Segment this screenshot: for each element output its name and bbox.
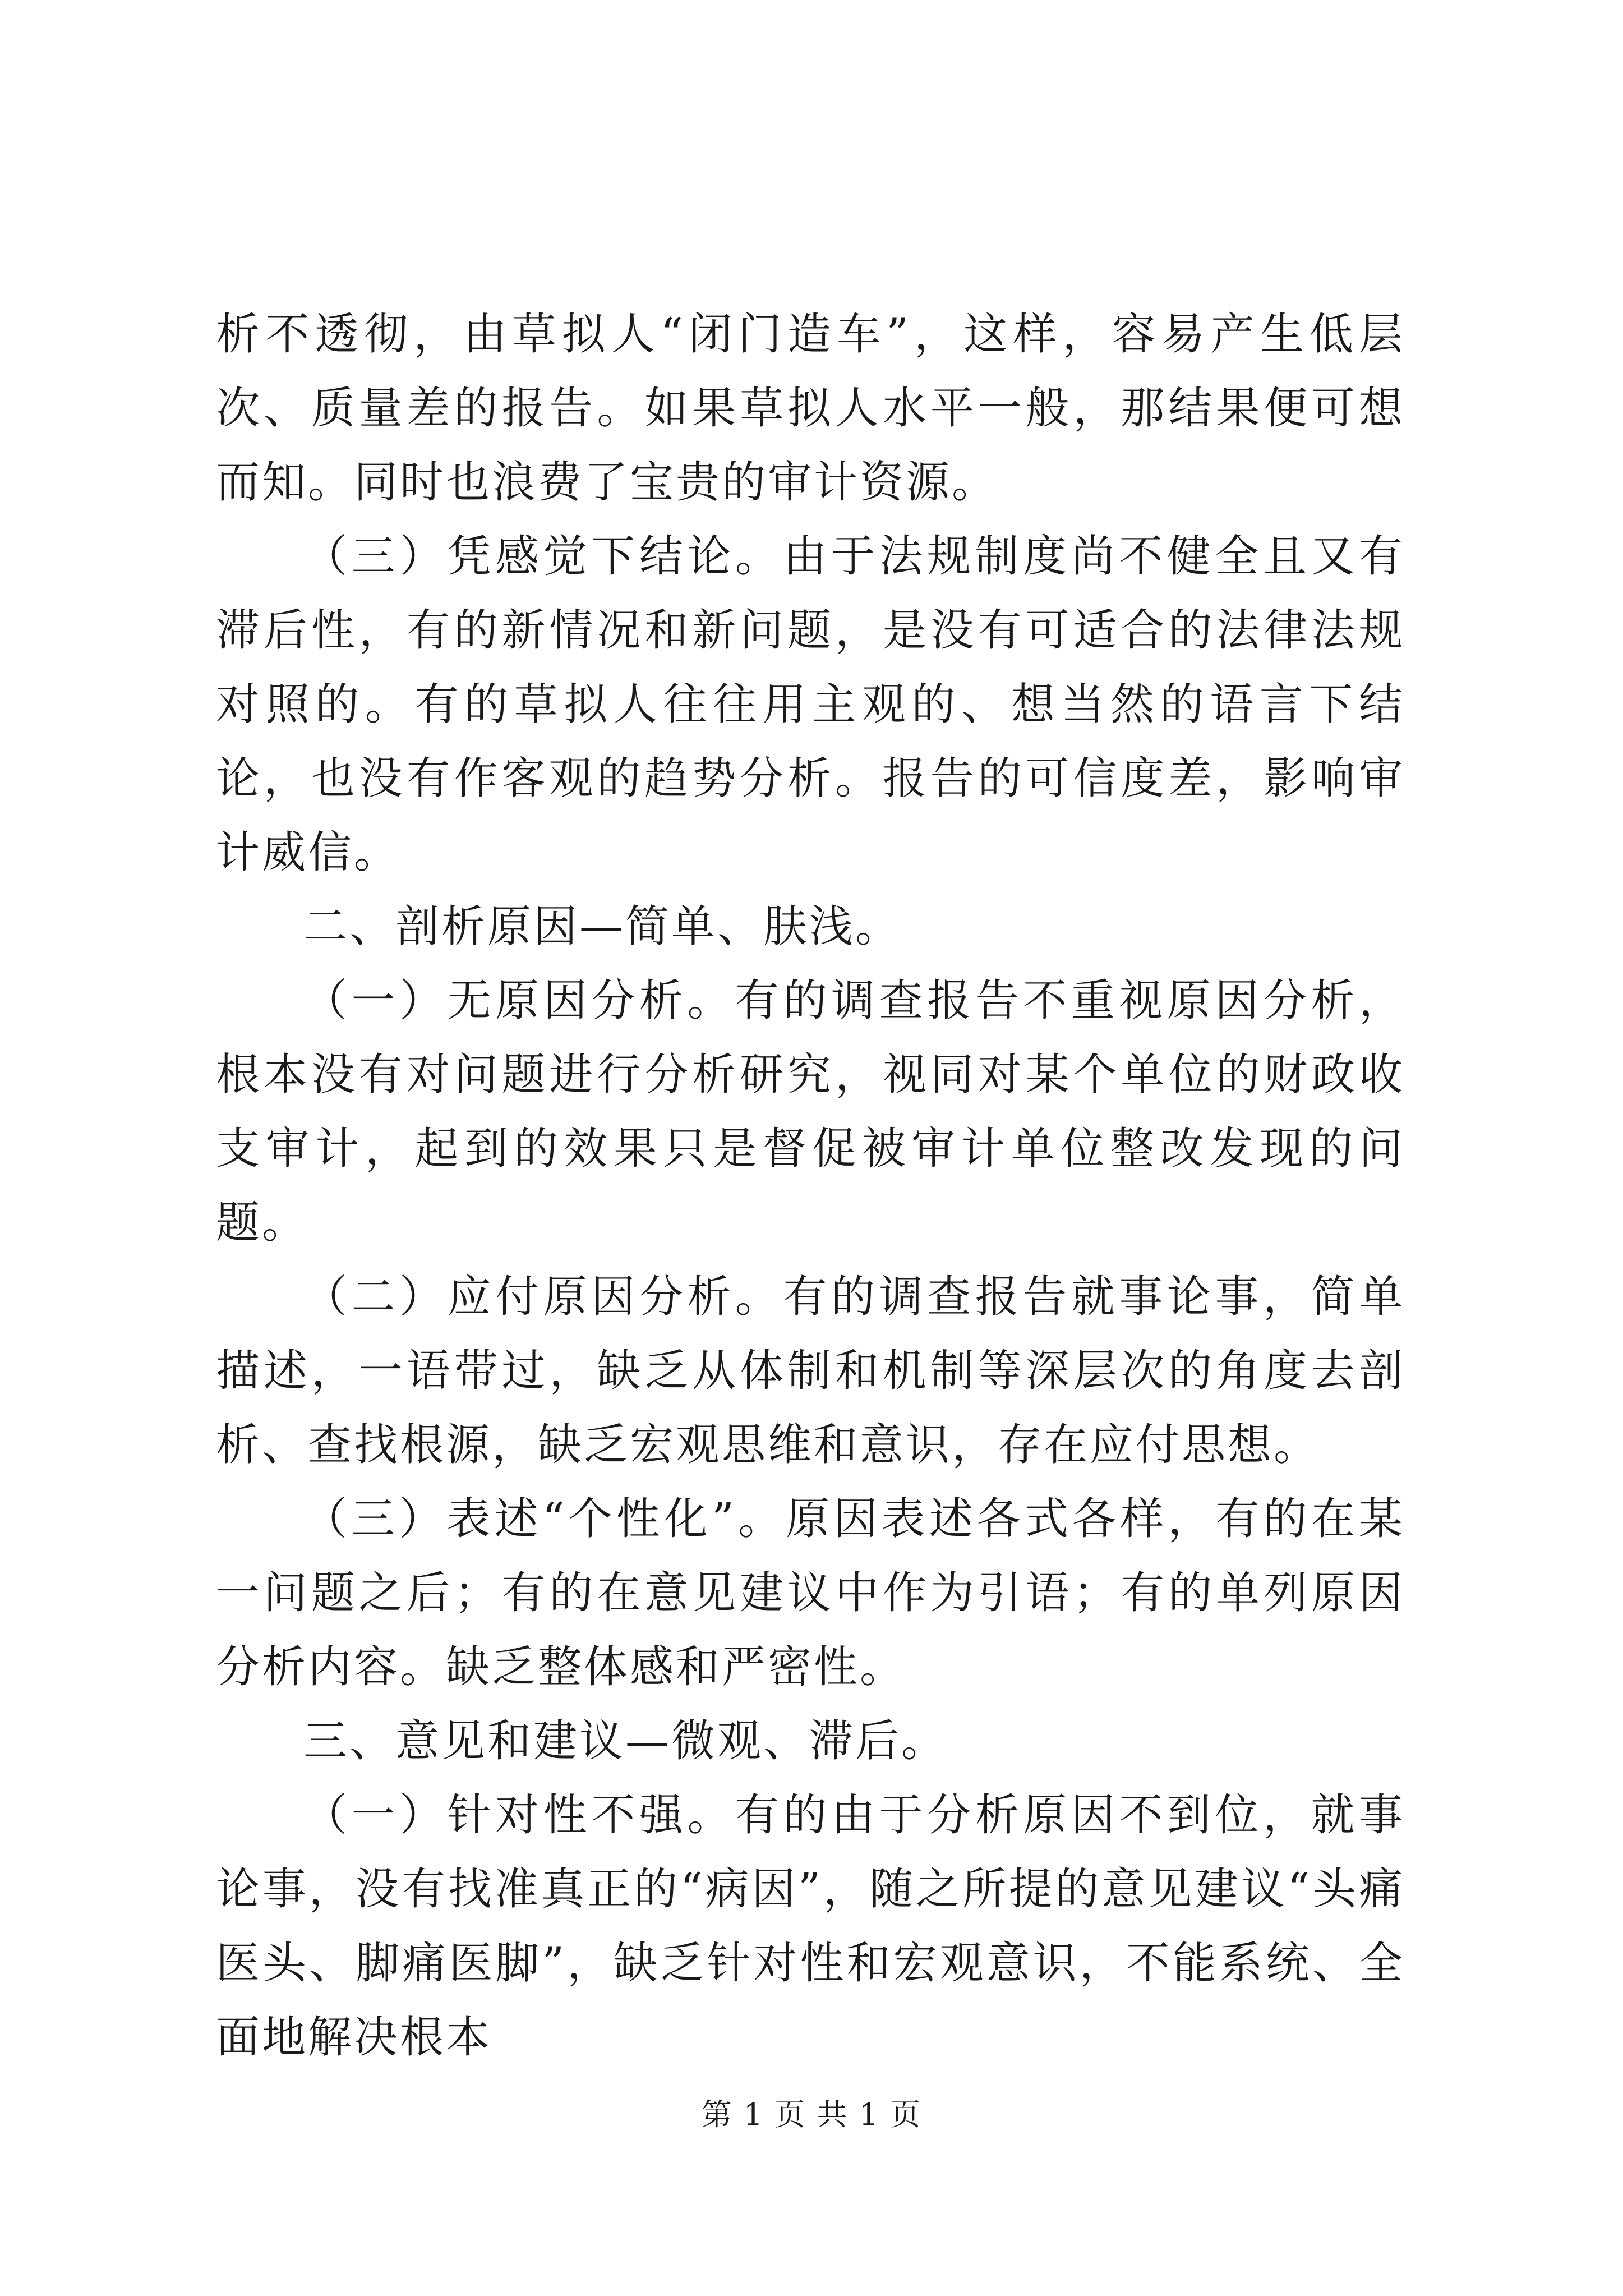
paragraph-subsection-1-targeting: （一）针对性不强。有的由于分析原因不到位，就事论事，没有找准真正的“病因”，随之所提的意见建议“头痛医头、脚痛医脚”，缺乏针对性和宏观意识，不能系统、全面地解决根本	[216, 1790, 1405, 2063]
section-heading-3: 三、意见和建议—微观、滞后。	[303, 1716, 948, 1766]
paragraph-subsection-3-personalized: （三）表述“个性化”。原因表述各式各样，有的在某一问题之后；有的在意见建议中作为引语；有的单列原因分析内容。缺乏整体感和严密性。	[216, 1494, 1405, 1692]
paragraph-subsection-2-perfunctory: （二）应付原因分析。有的调查报告就事论事，简单描述，一语带过，缺乏从体制和机制等深层次的角度去剖析、查找根源，缺乏宏观思维和意识，存在应付思想。	[216, 1272, 1405, 1470]
paragraph-subsection-3-feeling: （三）凭感觉下结论。由于法规制度尚不健全且又有滞后性，有的新情况和新问题，是没有可适合的法律法规对照的。有的草拟人往往用主观的、想当然的语言下结论，也没有作客观的趋势分析。报告的可信度差，影响审计威信。	[216, 531, 1405, 878]
paragraph-continuation: 析不透彻，由草拟人“闭门造车”，这样，容易产生低层次、质量差的报告。如果草拟人水平一般，那结果便可想而知。同时也浪费了宝贵的审计资源。	[216, 309, 1405, 508]
paragraph-subsection-1-no-analysis: （一）无原因分析。有的调查报告不重视原因分析，根本没有对问题进行分析研究，视同对某个单位的财政收支审计，起到的效果只是督促被审计单位整改发现的问题。	[216, 976, 1405, 1248]
document-body	[216, 297, 1405, 2074]
section-heading-2: 二、剖析原因—简单、肤浅。	[303, 901, 902, 952]
page-number-footer: 第 1 页 共 1 页	[701, 2097, 922, 2132]
